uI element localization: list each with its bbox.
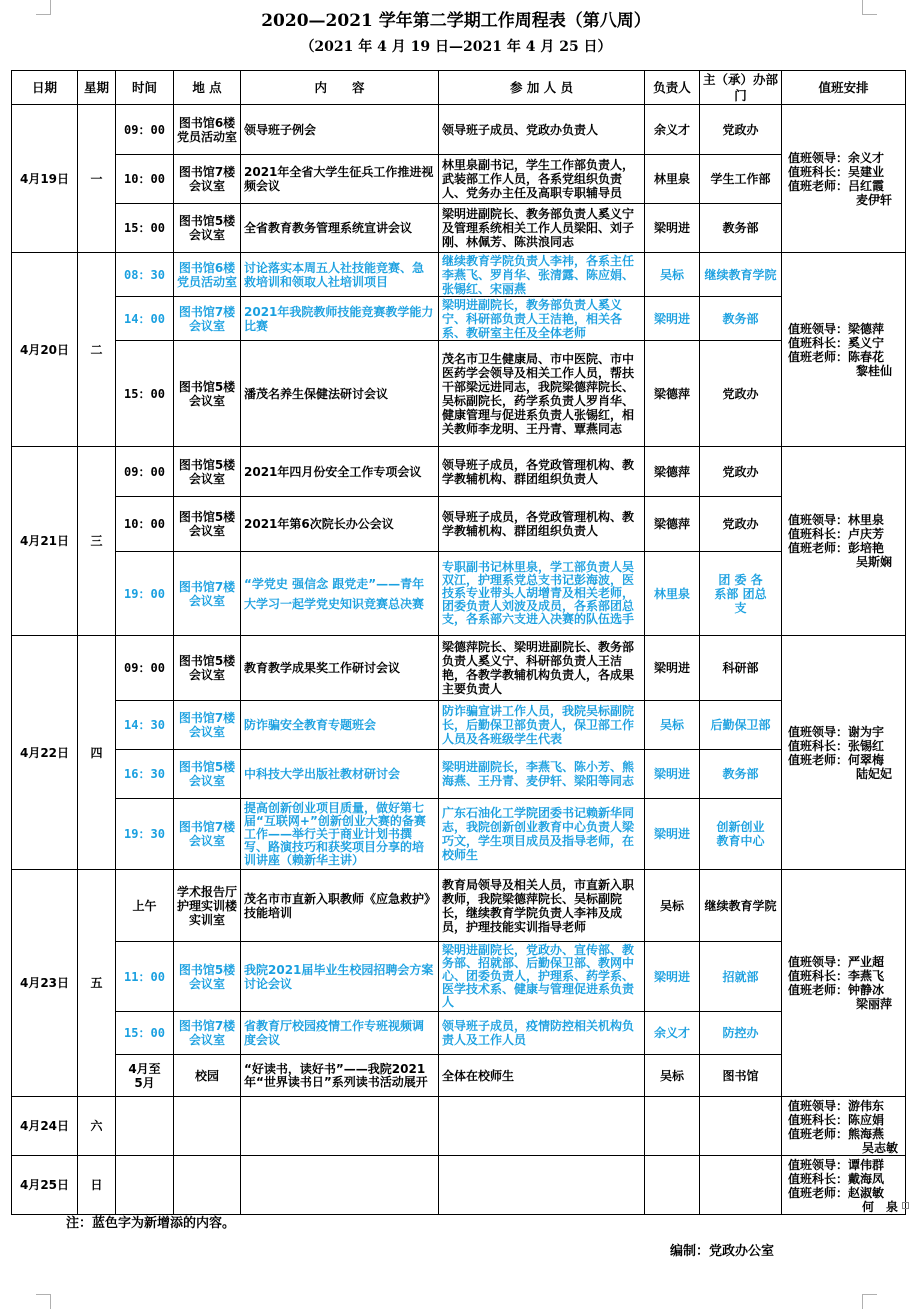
duty-chief: 值班科长：张锡红 <box>788 738 885 753</box>
time-cell: 19：30 <box>116 799 174 870</box>
dept-cell: 党政办 <box>700 497 782 552</box>
dept-cell <box>700 1097 782 1156</box>
duty-leader: 值班领导：谢为宇 <box>788 724 885 739</box>
participants-cell: 梁德萍院长、梁明进副院长、教务部负责人奚义宁、科研部负责人王洁艳，各教学教辅机构负责人，各成果主要负责人 <box>439 636 645 701</box>
duty-leader: 值班领导：严业超 <box>788 955 885 969</box>
time-cell: 09：00 <box>116 447 174 497</box>
participants-cell: 领导班子成员、党政办负责人 <box>439 105 645 155</box>
weekday-cell: 三 <box>78 447 116 636</box>
table-row <box>12 155 906 204</box>
content-cell: 2021年四月份安全工作专项会议 <box>241 447 439 497</box>
table-row <box>12 870 906 942</box>
table-row <box>12 105 906 155</box>
participants-cell: 领导班子成员，疫情防控相关机构负责人及工作人员 <box>439 1012 645 1055</box>
content-cell: “好读书，读好书”——我院2021年“世界读书日”系列读书活动展开 <box>241 1055 439 1097</box>
owner-cell: 梁明进 <box>645 204 700 253</box>
header-participants: 参 加 人 员 <box>439 71 645 105</box>
dept-cell: 党政办 <box>700 105 782 155</box>
time-cell: 10：00 <box>116 155 174 204</box>
owner-cell: 林里泉 <box>645 552 700 636</box>
weekday-cell: 日 <box>78 1156 116 1215</box>
place-cell: 图书馆7楼会议室 <box>174 297 241 341</box>
table-row <box>12 204 906 253</box>
table-header-row <box>12 71 906 105</box>
date-cell: 4月25日 <box>12 1156 78 1215</box>
duty-leader: 值班领导：余义才 <box>788 150 885 165</box>
owner-cell <box>645 1097 700 1156</box>
dept-cell: 继续教育学院 <box>700 253 782 297</box>
content-cell: “学党史 强信念 跟党走”——青年大学习一起学党史知识竞赛总决赛 <box>241 552 439 636</box>
content-cell: 全省教育教务管理系统宣讲会议 <box>241 204 439 253</box>
place-cell <box>174 1097 241 1156</box>
duty-chief: 值班科长：戴海凤 <box>788 1172 885 1186</box>
time-cell: 09：00 <box>116 105 174 155</box>
weekday-cell: 六 <box>78 1097 116 1156</box>
time-cell <box>116 1156 174 1215</box>
owner-cell: 梁德萍 <box>645 341 700 447</box>
duty-cell <box>782 870 906 1097</box>
participants-cell: 领导班子成员，各党政管理机构、教学教辅机构、群团组织负责人 <box>439 447 645 497</box>
document-subtitle: （2021 年 4 月 19 日—2021 年 4 月 25 日） <box>300 39 612 55</box>
place-cell: 图书馆7楼会议室 <box>174 552 241 636</box>
place-cell: 校园 <box>174 1055 241 1097</box>
time-cell: 上午 <box>116 870 174 942</box>
participants-cell <box>439 1097 645 1156</box>
place-cell: 图书馆7楼会议室 <box>174 799 241 870</box>
place-cell: 图书馆6楼党员活动室 <box>174 253 241 297</box>
duty-leader: 值班领导：游伟东 <box>788 1099 885 1113</box>
duty-teacher: 值班老师：吕红霞 <box>788 178 885 193</box>
owner-cell: 梁明进 <box>645 297 700 341</box>
date-cell: 4月23日 <box>12 870 78 1097</box>
content-cell: 2021年第6次院长办公会议 <box>241 497 439 552</box>
table-row <box>12 253 906 297</box>
header-place: 地 点 <box>174 71 241 105</box>
header-dept: 主（承）办部 门 <box>700 71 782 105</box>
time-cell: 4月至5月 <box>116 1055 174 1097</box>
table-row <box>12 636 906 701</box>
participants-cell: 梁明进副院长，李燕飞、陈小芳、熊海燕、王丹青、麦伊轩、梁阳等同志 <box>439 750 645 799</box>
time-cell: 14：00 <box>116 297 174 341</box>
content-cell: 2021年全省大学生征兵工作推进视频会议 <box>241 155 439 204</box>
duty-cell <box>782 447 906 636</box>
content-cell: 中科技大学出版社教材研讨会 <box>241 750 439 799</box>
content-cell: 防诈骗安全教育专题班会 <box>241 701 439 750</box>
owner-cell: 梁德萍 <box>645 497 700 552</box>
duty-chief: 值班科长：李燕飞 <box>788 969 885 983</box>
duty-chief: 值班科长：卢庆芳 <box>788 527 885 541</box>
header-time: 时间 <box>116 71 174 105</box>
duty-teacher: 值班老师：熊海燕 <box>788 1127 885 1141</box>
place-cell: 图书馆5楼会议室 <box>174 447 241 497</box>
dept-cell: 继续教育学院 <box>700 870 782 942</box>
owner-cell: 吴标 <box>645 1055 700 1097</box>
duty-teacher-2: 梁丽萍 <box>855 997 892 1011</box>
table-row <box>12 750 906 799</box>
dept-cell: 团 委 各系部 团总支 <box>700 552 782 636</box>
date-cell: 4月21日 <box>12 447 78 636</box>
content-cell: 我院2021届毕业生校园招聘会方案讨论会议 <box>241 942 439 1012</box>
weekday-cell: 二 <box>78 253 116 447</box>
document-title: 2020—2021 学年第二学期工作周程表（第八周） <box>261 11 651 31</box>
dept-cell: 党政办 <box>700 341 782 447</box>
time-cell <box>116 1097 174 1156</box>
dept-cell: 党政办 <box>700 447 782 497</box>
duty-teacher: 值班老师：彭培艳 <box>788 541 885 555</box>
place-cell: 图书馆7楼会议室 <box>174 155 241 204</box>
content-cell: 2021年我院教师技能竞赛教学能力比赛 <box>241 297 439 341</box>
duty-teacher-2: 何 泉 <box>861 1200 898 1214</box>
table-row <box>12 799 906 870</box>
weekly-schedule-table <box>11 70 906 1215</box>
place-cell: 图书馆5楼会议室 <box>174 341 241 447</box>
header-weekday: 星期 <box>78 71 116 105</box>
time-cell: 15：00 <box>116 1012 174 1055</box>
dept-cell: 教务部 <box>700 297 782 341</box>
owner-cell: 林里泉 <box>645 155 700 204</box>
footnote: 注：蓝色字为新增添的内容。 <box>66 1216 236 1231</box>
time-cell: 10：00 <box>116 497 174 552</box>
content-cell: 提高创新创业项目质量，做好第七届“互联网+”创新创业大赛的备赛工作——举行关于商业计划书撰写、路演技巧和获奖项目分享的培训讲座（赖新华主讲） <box>241 799 439 870</box>
dept-cell: 后勤保卫部 <box>700 701 782 750</box>
participants-cell: 防诈骗宣讲工作人员，我院吴标副院长，后勤保卫部负责人，保卫部工作人员及各班级学生代表 <box>439 701 645 750</box>
place-cell: 图书馆5楼会议室 <box>174 204 241 253</box>
content-cell: 茂名市市直新入职教师《应急救护》技能培训 <box>241 870 439 942</box>
participants-cell <box>439 1156 645 1215</box>
time-cell: 11：00 <box>116 942 174 1012</box>
participants-cell: 领导班子成员，各党政管理机构、教学教辅机构、群团组织负责人 <box>439 497 645 552</box>
duty-teacher: 值班老师：钟静冰 <box>788 983 885 997</box>
time-cell: 14：30 <box>116 701 174 750</box>
header-owner: 负责人 <box>645 71 700 105</box>
time-cell: 15：00 <box>116 204 174 253</box>
table-row <box>12 1012 906 1055</box>
duty-chief: 值班科长：陈应娟 <box>788 1113 885 1127</box>
owner-cell: 吴标 <box>645 701 700 750</box>
content-cell: 教育教学成果奖工作研讨会议 <box>241 636 439 701</box>
duty-teacher: 值班老师：陈春花 <box>788 349 885 364</box>
time-cell: 15：00 <box>116 341 174 447</box>
owner-cell <box>645 1156 700 1215</box>
table-row <box>12 1156 906 1215</box>
participants-cell: 梁明进副院长，教务部负责人奚义宁、科研部负责人王洁艳，相关各系、教研室主任及全体老师 <box>439 297 645 341</box>
duty-cell <box>782 1156 906 1215</box>
dept-cell: 图书馆 <box>700 1055 782 1097</box>
participants-cell: 专职副书记林里泉，学工部负责人吴双江，护理系党总支书记彭海波，医技系专业带头人胡增青及相关老师，团委负责人刘波及成员，各系部团总支，各系部六支进入决赛的队伍选手 <box>439 552 645 636</box>
dept-cell: 学生工作部 <box>700 155 782 204</box>
table-row <box>12 497 906 552</box>
participants-cell: 林里泉副书记，学生工作部负责人，武装部工作人员，各系党组织负责人、党务办主任及高职专职辅导员 <box>439 155 645 204</box>
place-cell: 图书馆5楼会议室 <box>174 942 241 1012</box>
dept-cell: 教务部 <box>700 750 782 799</box>
table-row <box>12 942 906 1012</box>
date-cell: 4月22日 <box>12 636 78 870</box>
duty-leader: 值班领导：林里泉 <box>788 513 885 527</box>
weekday-cell: 四 <box>78 636 116 870</box>
participants-cell: 全体在校师生 <box>439 1055 645 1097</box>
dept-cell: 招就部 <box>700 942 782 1012</box>
time-cell: 09：00 <box>116 636 174 701</box>
participants-cell: 教育局领导及相关人员，市直新入职教师，我院梁德萍院长、吴标副院长，继续教育学院负责人李祎及成员，护理技能实训指导老师 <box>439 870 645 942</box>
duty-teacher-2: 黎桂仙 <box>855 363 892 378</box>
time-cell: 19：00 <box>116 552 174 636</box>
participants-cell: 梁明进副院长，党政办、宣传部、教务部、招就部、后勤保卫部、教网中心、团委负责人，护理系、药学系、医学技术系、健康与管理促进系负责人 <box>439 942 645 1012</box>
dept-cell <box>700 1156 782 1215</box>
participants-cell: 茂名市卫生健康局、市中医院、市中医药学会领导及相关工作人员，帮扶干部梁远进同志，我院梁德萍院长、吴标副院长，药学系负责人罗肖华、健康管理与促进系负责人张锡红，相关教师李龙明、王丹青、覃燕同志 <box>439 341 645 447</box>
content-cell: 省教育厅校园疫情工作专班视频调度会议 <box>241 1012 439 1055</box>
table-row <box>12 1097 906 1156</box>
owner-cell: 梁明进 <box>645 750 700 799</box>
duty-teacher: 值班老师：赵淑敏 <box>788 1186 885 1200</box>
participants-cell: 广东石油化工学院团委书记赖新华同志，我院创新创业教育中心负责人梁巧文，学生项目成员及指导老师，在校师生 <box>439 799 645 870</box>
owner-cell: 梁明进 <box>645 636 700 701</box>
owner-cell: 余义才 <box>645 105 700 155</box>
content-cell: 领导班子例会 <box>241 105 439 155</box>
date-cell: 4月20日 <box>12 253 78 447</box>
header-content: 内 容 <box>241 71 439 105</box>
owner-cell: 梁明进 <box>645 799 700 870</box>
content-cell <box>241 1097 439 1156</box>
duty-cell <box>782 636 906 870</box>
duty-teacher-2: 麦伊轩 <box>855 192 892 207</box>
place-cell <box>174 1156 241 1215</box>
place-cell: 图书馆5楼会议室 <box>174 636 241 701</box>
duty-chief: 值班科长：奚义宁 <box>788 335 885 350</box>
owner-cell: 余义才 <box>645 1012 700 1055</box>
dept-cell: 科研部 <box>700 636 782 701</box>
owner-cell: 梁明进 <box>645 942 700 1012</box>
content-cell <box>241 1156 439 1215</box>
table-row <box>12 297 906 341</box>
table-row <box>12 701 906 750</box>
content-cell: 讨论落实本周五人社技能竞赛、急救培训和领取人社培训项目 <box>241 253 439 297</box>
page-corner-mark <box>36 1294 51 1309</box>
header-date: 日期 <box>12 71 78 105</box>
date-cell: 4月24日 <box>12 1097 78 1156</box>
place-cell: 图书馆5楼会议室 <box>174 750 241 799</box>
duty-leader: 值班领导：梁德萍 <box>788 321 885 336</box>
place-cell: 图书馆5楼会议室 <box>174 497 241 552</box>
place-cell: 图书馆7楼会议室 <box>174 701 241 750</box>
place-cell: 图书馆6楼党员活动室 <box>174 105 241 155</box>
duty-cell <box>782 253 906 447</box>
duty-leader: 值班领导：谭伟群 <box>788 1158 885 1172</box>
table-row <box>12 341 906 447</box>
duty-teacher-2: 吴志敏 <box>861 1141 898 1155</box>
duty-cell <box>782 105 906 253</box>
owner-cell: 吴标 <box>645 870 700 942</box>
header-duty: 值班安排 <box>782 71 906 105</box>
dept-cell: 教务部 <box>700 204 782 253</box>
time-cell: 16：30 <box>116 750 174 799</box>
content-cell: 潘茂名养生保健法研讨会议 <box>241 341 439 447</box>
participants-cell: 继续教育学院负责人李祎，各系主任李燕飞、罗肖华、张清露、陈应娟、张锡红、宋丽燕 <box>439 253 645 297</box>
duty-teacher-2: 陆妃妃 <box>855 766 892 781</box>
owner-cell: 梁德萍 <box>645 447 700 497</box>
duty-teacher: 值班老师：何翠梅 <box>788 752 885 767</box>
duty-chief: 值班科长：吴建业 <box>788 164 885 179</box>
duty-cell <box>782 1097 906 1156</box>
dept-cell: 防控办 <box>700 1012 782 1055</box>
place-cell: 学术报告厅 护理实训楼实训室 <box>174 870 241 942</box>
duty-teacher-2: 吴斯娴 <box>855 555 892 569</box>
weekday-cell: 一 <box>78 105 116 253</box>
dept-cell: 创新创业教育中心 <box>700 799 782 870</box>
owner-cell: 吴标 <box>645 253 700 297</box>
time-cell: 08：30 <box>116 253 174 297</box>
table-row <box>12 1055 906 1097</box>
date-cell: 4月19日 <box>12 105 78 253</box>
editor-credit: 编制：党政办公室 <box>670 1244 775 1259</box>
table-end-marker <box>902 1202 909 1209</box>
table-row <box>12 552 906 636</box>
weekday-cell: 五 <box>78 870 116 1097</box>
table-row <box>12 447 906 497</box>
page-corner-mark <box>862 1294 877 1309</box>
participants-cell: 梁明进副院长、教务部负责人奚义宁及管理系统相关工作人员梁阳、刘子刚、林佩芳、陈洪浪同志 <box>439 204 645 253</box>
place-cell: 图书馆7楼会议室 <box>174 1012 241 1055</box>
